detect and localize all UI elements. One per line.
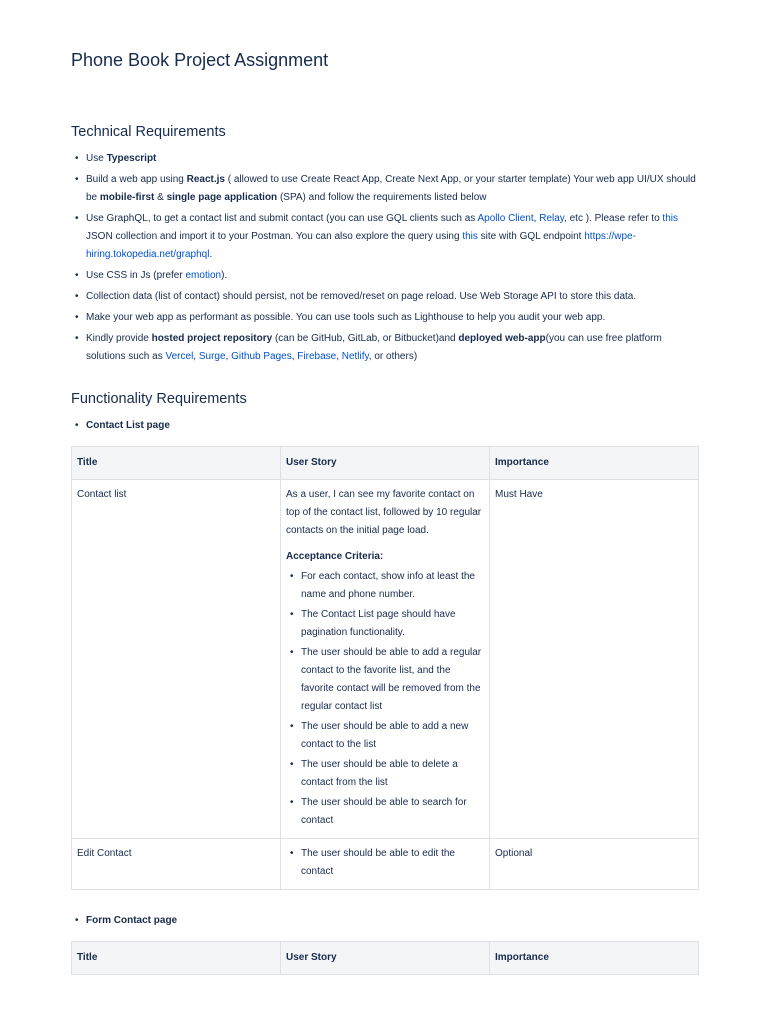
cell-importance: Optional: [490, 839, 699, 890]
netlify-link[interactable]: Netlify: [341, 351, 369, 362]
header-title: Title: [72, 942, 281, 975]
list-item: • The user should be able to search for contact: [301, 794, 484, 830]
list-item: • Use CSS in Js (prefer emotion).: [86, 267, 698, 285]
surge-link[interactable]: Surge: [198, 351, 226, 362]
cell-user-story: [281, 839, 490, 890]
list-item: • The Contact List page should have pagination functionality.: [301, 606, 484, 642]
vercel-link[interactable]: Vercel: [165, 351, 194, 362]
list-item: • Make your web app as performant as possible. You can use tools such as Lighthouse to help you audit your web app.: [86, 309, 698, 327]
cell-user-story: [281, 480, 490, 839]
list-item: • Build a web app using React.js ( allowed to use Create React App, Create Next App, or your starter template) Your web app UI/UX should be mobile-first & single page application (SPA) and follow the requirements listed below: [86, 171, 698, 207]
list-item: • The user should be able to add a regular contact to the favorite list, and the favorite contact will be removed from the regular contact list: [301, 644, 484, 716]
contact-list-page-section: [71, 417, 698, 438]
list-item: • Form Contact page: [86, 912, 698, 930]
firebase-link[interactable]: Firebase: [297, 351, 337, 362]
user-story-list: [286, 845, 484, 881]
relay-link[interactable]: Relay: [539, 213, 565, 224]
list-item: • Use Typescript: [86, 150, 698, 168]
acceptance-criteria-label: Acceptance Criteria:: [286, 551, 384, 562]
list-item: • Kindly provide hosted project repository (can be GitHub, GitLab, or Bitbucket)and deployed web-app(you can use free platform solutions such as Vercel, Surge, Github Pages, Firebase, Netlify, or others): [86, 330, 698, 366]
acceptance-criteria-list: [286, 568, 484, 830]
github-pages-link[interactable]: Github Pages: [231, 351, 292, 362]
cell-title: Contact list: [72, 480, 281, 839]
emotion-link[interactable]: emotion: [185, 270, 222, 281]
cell-title: Edit Contact: [72, 839, 281, 890]
list-item: • The user should be able to edit the contact: [301, 845, 484, 881]
header-user-story: User Story: [281, 942, 490, 975]
table-row: [72, 839, 699, 890]
header-user-story: User Story: [281, 447, 490, 480]
cell-importance: Must Have: [490, 480, 699, 839]
list-item: • For each contact, show info at least the name and phone number.: [301, 568, 484, 604]
header-importance: Importance: [490, 942, 699, 975]
query-explorer-link[interactable]: this: [462, 231, 478, 242]
table-row: [72, 480, 699, 839]
header-title: Title: [72, 447, 281, 480]
table-header-row: [72, 447, 699, 480]
form-contact-requirements-table: [71, 941, 699, 975]
functionality-requirements-heading: Functionality Requirements: [71, 391, 247, 407]
table-header-row: [72, 942, 699, 975]
user-story-text: As a user, I can see my favorite contact on top of the contact list, followed by 10 regular contacts on the initial page load.: [286, 489, 482, 536]
page-title: Phone Book Project Assignment: [71, 50, 329, 70]
list-item: • Use GraphQL, to get a contact list and submit contact (you can use GQL clients such as Apollo Client, Relay, etc ). Please refer to this JSON collection and import it to your Postman. You can also explore the query using this site with GQL endpoint https://wpe-hiring.tokopedia.net/graphql.: [86, 210, 698, 264]
header-importance: Importance: [490, 447, 699, 480]
list-item: • The user should be able to add a new contact to the list: [301, 718, 484, 754]
form-contact-page-section: [71, 912, 698, 933]
contact-list-requirements-table: [71, 446, 699, 890]
apollo-client-link[interactable]: Apollo Client: [477, 213, 534, 224]
json-collection-link[interactable]: this: [662, 213, 678, 224]
gql-endpoint-link[interactable]: https://wpe-hiring.tokopedia.net/graphql: [86, 231, 636, 260]
technical-requirements-list: [71, 150, 698, 369]
list-item: • Collection data (list of contact) should persist, not be removed/reset on page reload. Use Web Storage API to store this data.: [86, 288, 698, 306]
list-item: • The user should be able to delete a contact from the list: [301, 756, 484, 792]
list-item: • Contact List page: [86, 417, 698, 435]
technical-requirements-heading: Technical Requirements: [71, 124, 226, 140]
